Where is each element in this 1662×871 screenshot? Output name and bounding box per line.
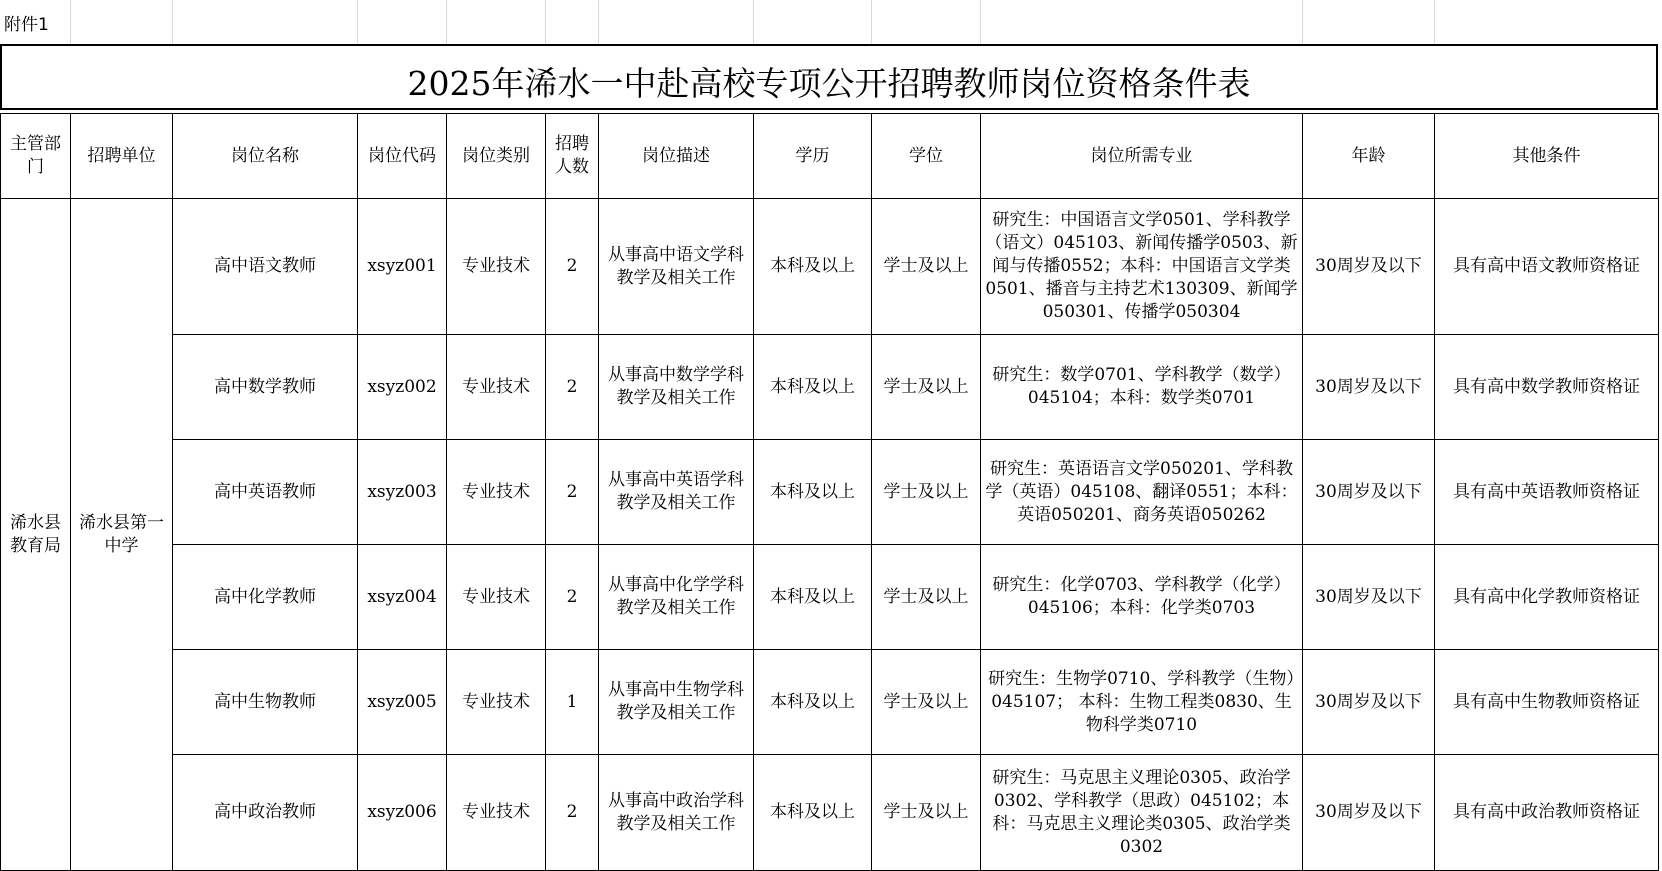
count-cell: 2 bbox=[546, 545, 599, 650]
other-cell: 具有高中数学教师资格证 bbox=[1435, 335, 1659, 440]
position-cell: 高中生物教师 bbox=[173, 650, 358, 755]
category-cell: 专业技术 bbox=[447, 440, 546, 545]
spreadsheet-gridlines bbox=[0, 0, 1662, 44]
header-major: 岗位所需专业 bbox=[981, 114, 1303, 199]
degree-cell: 学士及以上 bbox=[872, 440, 981, 545]
dept-cell: 浠水县教育局 bbox=[1, 199, 71, 871]
education-cell: 本科及以上 bbox=[754, 650, 872, 755]
page-title: 2025年浠水一中赴高校专项公开招聘教师岗位资格条件表 bbox=[407, 64, 1251, 103]
header-row bbox=[1, 114, 1659, 199]
major-cell: 研究生：中国语言文学0501、学科教学（语文）045103、新闻传播学0503、新闻与传播0552；本科：中国语言文学类0501、播音与主持艺术130309、新闻学050301、传播学050304 bbox=[981, 199, 1303, 335]
attachment-label: 附件1 bbox=[4, 15, 49, 35]
table-row bbox=[1, 755, 1659, 871]
qualification-table bbox=[0, 113, 1659, 871]
description-cell: 从事高中数学学科教学及相关工作 bbox=[599, 335, 754, 440]
count-cell: 2 bbox=[546, 199, 599, 335]
position-cell: 高中语文教师 bbox=[173, 199, 358, 335]
code-cell: xsyz004 bbox=[358, 545, 447, 650]
header-position: 岗位名称 bbox=[173, 114, 358, 199]
code-cell: xsyz002 bbox=[358, 335, 447, 440]
other-cell: 具有高中化学教师资格证 bbox=[1435, 545, 1659, 650]
table-row bbox=[1, 199, 1659, 335]
description-cell: 从事高中语文学科教学及相关工作 bbox=[599, 199, 754, 335]
position-cell: 高中数学教师 bbox=[173, 335, 358, 440]
age-cell: 30周岁及以下 bbox=[1303, 755, 1435, 871]
category-cell: 专业技术 bbox=[447, 335, 546, 440]
header-category: 岗位类别 bbox=[447, 114, 546, 199]
major-cell: 研究生：英语语言文学050201、学科教学（英语）045108、翻译0551；本科：英语050201、商务英语050262 bbox=[981, 440, 1303, 545]
education-cell: 本科及以上 bbox=[754, 755, 872, 871]
position-cell: 高中英语教师 bbox=[173, 440, 358, 545]
count-cell: 1 bbox=[546, 650, 599, 755]
education-cell: 本科及以上 bbox=[754, 335, 872, 440]
header-count: 招聘人数 bbox=[546, 114, 599, 199]
count-cell: 2 bbox=[546, 335, 599, 440]
description-cell: 从事高中生物学科教学及相关工作 bbox=[599, 650, 754, 755]
category-cell: 专业技术 bbox=[447, 650, 546, 755]
other-cell: 具有高中英语教师资格证 bbox=[1435, 440, 1659, 545]
degree-cell: 学士及以上 bbox=[872, 545, 981, 650]
other-cell: 具有高中政治教师资格证 bbox=[1435, 755, 1659, 871]
code-cell: xsyz003 bbox=[358, 440, 447, 545]
degree-cell: 学士及以上 bbox=[872, 335, 981, 440]
position-cell: 高中化学教师 bbox=[173, 545, 358, 650]
position-cell: 高中政治教师 bbox=[173, 755, 358, 871]
header-description: 岗位描述 bbox=[599, 114, 754, 199]
other-cell: 具有高中生物教师资格证 bbox=[1435, 650, 1659, 755]
count-cell: 2 bbox=[546, 755, 599, 871]
code-cell: xsyz001 bbox=[358, 199, 447, 335]
age-cell: 30周岁及以下 bbox=[1303, 199, 1435, 335]
age-cell: 30周岁及以下 bbox=[1303, 545, 1435, 650]
header-age: 年龄 bbox=[1303, 114, 1435, 199]
table-row bbox=[1, 545, 1659, 650]
table-row bbox=[1, 440, 1659, 545]
education-cell: 本科及以上 bbox=[754, 199, 872, 335]
table-row bbox=[1, 335, 1659, 440]
category-cell: 专业技术 bbox=[447, 755, 546, 871]
education-cell: 本科及以上 bbox=[754, 440, 872, 545]
major-cell: 研究生：生物学0710、学科教学（生物）045107； 本科：生物工程类0830、生物科学类0710 bbox=[981, 650, 1303, 755]
table-row bbox=[1, 650, 1659, 755]
header-code: 岗位代码 bbox=[358, 114, 447, 199]
category-cell: 专业技术 bbox=[447, 545, 546, 650]
code-cell: xsyz005 bbox=[358, 650, 447, 755]
other-cell: 具有高中语文教师资格证 bbox=[1435, 199, 1659, 335]
header-dept: 主管部门 bbox=[1, 114, 71, 199]
description-cell: 从事高中政治学科教学及相关工作 bbox=[599, 755, 754, 871]
category-cell: 专业技术 bbox=[447, 199, 546, 335]
major-cell: 研究生：数学0701、学科教学（数学）045104；本科：数学类0701 bbox=[981, 335, 1303, 440]
description-cell: 从事高中英语学科教学及相关工作 bbox=[599, 440, 754, 545]
unit-cell: 浠水县第一中学 bbox=[71, 199, 173, 871]
count-cell: 2 bbox=[546, 440, 599, 545]
header-unit: 招聘单位 bbox=[71, 114, 173, 199]
header-other: 其他条件 bbox=[1435, 114, 1659, 199]
degree-cell: 学士及以上 bbox=[872, 650, 981, 755]
education-cell: 本科及以上 bbox=[754, 545, 872, 650]
code-cell: xsyz006 bbox=[358, 755, 447, 871]
major-cell: 研究生：马克思主义理论0305、政治学0302、学科教学（思政）045102；本科：马克思主义理论类0305、政治学类0302 bbox=[981, 755, 1303, 871]
age-cell: 30周岁及以下 bbox=[1303, 440, 1435, 545]
header-education: 学历 bbox=[754, 114, 872, 199]
degree-cell: 学士及以上 bbox=[872, 755, 981, 871]
major-cell: 研究生：化学0703、学科教学（化学）045106；本科：化学类0703 bbox=[981, 545, 1303, 650]
age-cell: 30周岁及以下 bbox=[1303, 335, 1435, 440]
age-cell: 30周岁及以下 bbox=[1303, 650, 1435, 755]
description-cell: 从事高中化学学科教学及相关工作 bbox=[599, 545, 754, 650]
title-box bbox=[0, 44, 1658, 110]
degree-cell: 学士及以上 bbox=[872, 199, 981, 335]
header-degree: 学位 bbox=[872, 114, 981, 199]
